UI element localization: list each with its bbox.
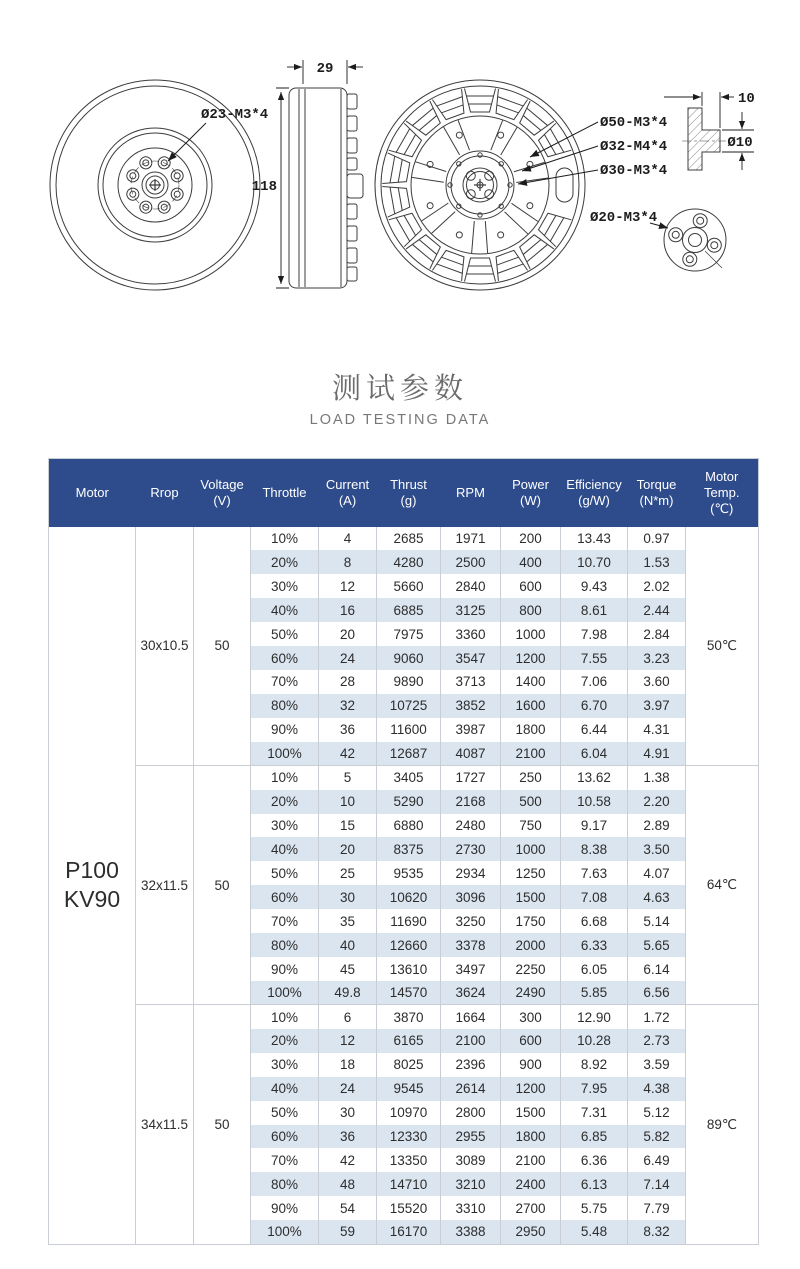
table-cell: 32 <box>319 694 377 718</box>
table-cell: 2.84 <box>628 622 686 646</box>
table-cell: 20 <box>319 837 377 861</box>
table-cell: 3.50 <box>628 837 686 861</box>
table-cell: 3.23 <box>628 646 686 670</box>
table-cell: 13610 <box>377 957 441 981</box>
flange-label: Ø20-M3*4 <box>590 210 658 226</box>
table-cell: 20% <box>251 550 319 574</box>
table-cell: 5.48 <box>561 1220 628 1244</box>
table-cell: 6.49 <box>628 1148 686 1172</box>
table-cell: 10970 <box>377 1101 441 1125</box>
front-bolt-callout <box>168 107 268 161</box>
title-block <box>0 366 800 428</box>
table-cell: 70% <box>251 1148 319 1172</box>
table-cell: 200 <box>501 527 561 551</box>
table-cell: 1750 <box>501 909 561 933</box>
table-cell: 2500 <box>441 550 501 574</box>
table-cell: 7.55 <box>561 646 628 670</box>
table-cell: 40% <box>251 598 319 622</box>
table-cell: 11600 <box>377 718 441 742</box>
table-cell: 15 <box>319 814 377 838</box>
table-cell: 25 <box>319 861 377 885</box>
table-cell: 0.97 <box>628 527 686 551</box>
table-cell: 3360 <box>441 622 501 646</box>
table-cell: 500 <box>501 790 561 814</box>
mount-flange-drawing <box>664 209 726 271</box>
table-cell: 60% <box>251 885 319 909</box>
table-cell: 30 <box>319 1101 377 1125</box>
table-cell: 1.53 <box>628 550 686 574</box>
table-cell: 11690 <box>377 909 441 933</box>
table-cell: 7975 <box>377 622 441 646</box>
adapter-width-dimension <box>664 91 755 128</box>
table-cell: 24 <box>319 1077 377 1101</box>
table-cell: 10% <box>251 527 319 551</box>
table-cell: 13.62 <box>561 766 628 790</box>
table-cell: 2950 <box>501 1220 561 1244</box>
table-cell: 13.43 <box>561 527 628 551</box>
column-header: Throttle <box>251 459 319 527</box>
table-cell: 2.44 <box>628 598 686 622</box>
page-title-en: LOAD TESTING DATA <box>309 412 491 428</box>
data-row <box>49 527 759 551</box>
table-cell: 1200 <box>501 1077 561 1101</box>
table-cell: 50% <box>251 622 319 646</box>
table-cell: 9.43 <box>561 574 628 598</box>
column-header: Motor <box>49 459 136 527</box>
table-cell: 9545 <box>377 1077 441 1101</box>
table-cell: 600 <box>501 574 561 598</box>
table-cell: 10620 <box>377 885 441 909</box>
table-cell: 6.14 <box>628 957 686 981</box>
table-cell: 6.85 <box>561 1125 628 1149</box>
table-cell: 6.05 <box>561 957 628 981</box>
table-cell: 2.89 <box>628 814 686 838</box>
table-cell: 6.36 <box>561 1148 628 1172</box>
table-cell: 3547 <box>441 646 501 670</box>
table-cell: 750 <box>501 814 561 838</box>
table-cell: 2480 <box>441 814 501 838</box>
table-cell: 2955 <box>441 1125 501 1149</box>
table-cell: 3378 <box>441 933 501 957</box>
table-cell: 2396 <box>441 1053 501 1077</box>
table-cell: 3310 <box>441 1196 501 1220</box>
table-cell: 70% <box>251 909 319 933</box>
table-cell: 10.28 <box>561 1029 628 1053</box>
table-cell: 9.17 <box>561 814 628 838</box>
side-height-dim-label: 118 <box>251 179 277 195</box>
bolt-circle-30-label: Ø30-M3*4 <box>600 163 668 179</box>
load-testing-table <box>48 458 759 1245</box>
table-cell: 1200 <box>501 646 561 670</box>
table-cell: 70% <box>251 670 319 694</box>
table-cell: 40% <box>251 1077 319 1101</box>
table-cell: 3852 <box>441 694 501 718</box>
table-cell: 42 <box>319 1148 377 1172</box>
table-cell: 3870 <box>377 1005 441 1029</box>
table-cell: 7.31 <box>561 1101 628 1125</box>
table-cell: 3089 <box>441 1148 501 1172</box>
table-cell: 4.31 <box>628 718 686 742</box>
back-view-drawing <box>375 80 585 290</box>
table-cell: 6.04 <box>561 742 628 766</box>
temp-cell: 50℃ <box>686 527 759 766</box>
table-cell: 3497 <box>441 957 501 981</box>
table-cell: 400 <box>501 550 561 574</box>
table-cell: 90% <box>251 957 319 981</box>
table-cell: 1400 <box>501 670 561 694</box>
table-cell: 2.20 <box>628 790 686 814</box>
table-cell: 7.08 <box>561 885 628 909</box>
table-cell: 49.8 <box>319 981 377 1005</box>
page-title-zh: 测试参数 <box>331 373 468 405</box>
side-width-dimension <box>287 60 363 84</box>
adapter-shaft-dim-label: Ø10 <box>727 135 753 151</box>
table-cell: 2840 <box>441 574 501 598</box>
table-cell: 2730 <box>441 837 501 861</box>
voltage-cell: 50 <box>194 766 251 1005</box>
table-cell: 6.56 <box>628 981 686 1005</box>
table-cell: 250 <box>501 766 561 790</box>
table-cell: 80% <box>251 933 319 957</box>
table-cell: 5.65 <box>628 933 686 957</box>
table-cell: 10% <box>251 1005 319 1029</box>
table-cell: 30% <box>251 574 319 598</box>
technical-drawings <box>0 0 800 345</box>
table-cell: 30 <box>319 885 377 909</box>
table-cell: 2685 <box>377 527 441 551</box>
table-cell: 7.98 <box>561 622 628 646</box>
table-cell: 8 <box>319 550 377 574</box>
table-cell: 8025 <box>377 1053 441 1077</box>
table-cell: 9890 <box>377 670 441 694</box>
table-cell: 5.75 <box>561 1196 628 1220</box>
table-cell: 5290 <box>377 790 441 814</box>
table-cell: 7.63 <box>561 861 628 885</box>
prop-cell: 34x11.5 <box>136 1005 194 1244</box>
table-cell: 3624 <box>441 981 501 1005</box>
table-cell: 1800 <box>501 1125 561 1149</box>
table-cell: 300 <box>501 1005 561 1029</box>
table-cell: 90% <box>251 1196 319 1220</box>
table-cell: 54 <box>319 1196 377 1220</box>
table-cell: 80% <box>251 1172 319 1196</box>
table-cell: 2490 <box>501 981 561 1005</box>
table-cell: 1500 <box>501 885 561 909</box>
side-view-drawing <box>289 88 363 288</box>
table-cell: 600 <box>501 1029 561 1053</box>
table-cell: 42 <box>319 742 377 766</box>
table-cell: 16 <box>319 598 377 622</box>
table-cell: 15520 <box>377 1196 441 1220</box>
table-cell: 2100 <box>501 1148 561 1172</box>
table-cell: 12660 <box>377 933 441 957</box>
bolt-circle-50-label: Ø50-M3*4 <box>600 115 668 131</box>
table-cell: 1500 <box>501 1101 561 1125</box>
voltage-cell: 50 <box>194 1005 251 1244</box>
table-cell: 100% <box>251 1220 319 1244</box>
table-cell: 7.95 <box>561 1077 628 1101</box>
table-cell: 13350 <box>377 1148 441 1172</box>
table-cell: 12.90 <box>561 1005 628 1029</box>
table-cell: 9535 <box>377 861 441 885</box>
table-cell: 8.61 <box>561 598 628 622</box>
table-cell: 2.02 <box>628 574 686 598</box>
shaft-adapter-drawing <box>682 108 726 170</box>
front-bolt-label: Ø23-M3*4 <box>201 107 269 123</box>
table-cell: 3987 <box>441 718 501 742</box>
table-cell: 2700 <box>501 1196 561 1220</box>
adapter-shaft-dimension <box>722 112 754 170</box>
table-cell: 1.38 <box>628 766 686 790</box>
column-header: Torque (N*m) <box>628 459 686 527</box>
table-cell: 4.07 <box>628 861 686 885</box>
table-cell: 7.14 <box>628 1172 686 1196</box>
table-cell: 4.63 <box>628 885 686 909</box>
table-cell: 45 <box>319 957 377 981</box>
table-cell: 3250 <box>441 909 501 933</box>
column-header: Current (A) <box>319 459 377 527</box>
table-cell: 28 <box>319 670 377 694</box>
table-cell: 12 <box>319 574 377 598</box>
table-cell: 100% <box>251 742 319 766</box>
table-cell: 8.92 <box>561 1053 628 1077</box>
table-cell: 5.85 <box>561 981 628 1005</box>
table-cell: 4.38 <box>628 1077 686 1101</box>
table-cell: 14570 <box>377 981 441 1005</box>
table-cell: 3210 <box>441 1172 501 1196</box>
table-cell: 6 <box>319 1005 377 1029</box>
table-cell: 1800 <box>501 718 561 742</box>
table-cell: 3125 <box>441 598 501 622</box>
bolt-circle-32-label: Ø32-M4*4 <box>600 139 668 155</box>
column-header: Power (W) <box>501 459 561 527</box>
table-cell: 40% <box>251 837 319 861</box>
table-cell: 6880 <box>377 814 441 838</box>
table-cell: 80% <box>251 694 319 718</box>
table-cell: 2400 <box>501 1172 561 1196</box>
table-cell: 36 <box>319 718 377 742</box>
side-width-dim-label: 29 <box>316 61 334 77</box>
table-cell: 1971 <box>441 527 501 551</box>
column-header: Rrop <box>136 459 194 527</box>
table-cell: 20 <box>319 622 377 646</box>
table-cell: 3405 <box>377 766 441 790</box>
data-row <box>49 1005 759 1029</box>
table-cell: 12330 <box>377 1125 441 1149</box>
table-cell: 90% <box>251 718 319 742</box>
table-cell: 8.32 <box>628 1220 686 1244</box>
table-cell: 2934 <box>441 861 501 885</box>
table-cell: 7.06 <box>561 670 628 694</box>
table-cell: 900 <box>501 1053 561 1077</box>
table-cell: 1664 <box>441 1005 501 1029</box>
column-header: Voltage (V) <box>194 459 251 527</box>
table-cell: 6885 <box>377 598 441 622</box>
temp-cell: 89℃ <box>686 1005 759 1244</box>
prop-cell: 30x10.5 <box>136 527 194 766</box>
table-cell: 12 <box>319 1029 377 1053</box>
table-cell: 14710 <box>377 1172 441 1196</box>
table-cell: 7.79 <box>628 1196 686 1220</box>
table-cell: 10% <box>251 766 319 790</box>
table-cell: 2100 <box>441 1029 501 1053</box>
table-cell: 10 <box>319 790 377 814</box>
table-cell: 1600 <box>501 694 561 718</box>
table-cell: 16170 <box>377 1220 441 1244</box>
table-cell: 2250 <box>501 957 561 981</box>
table-cell: 3388 <box>441 1220 501 1244</box>
table-cell: 20% <box>251 1029 319 1053</box>
table-cell: 8375 <box>377 837 441 861</box>
column-header: Efficiency (g/W) <box>561 459 628 527</box>
table-cell: 4.91 <box>628 742 686 766</box>
data-row <box>49 766 759 790</box>
table-cell: 2100 <box>501 742 561 766</box>
table-cell: 30% <box>251 1053 319 1077</box>
table-cell: 1.72 <box>628 1005 686 1029</box>
table-cell: 48 <box>319 1172 377 1196</box>
motor-model-cell: P100 KV90 <box>49 527 136 1245</box>
prop-cell: 32x11.5 <box>136 766 194 1005</box>
temp-cell: 64℃ <box>686 766 759 1005</box>
table-cell: 60% <box>251 1125 319 1149</box>
table-cell: 36 <box>319 1125 377 1149</box>
table-cell: 20% <box>251 790 319 814</box>
table-cell: 12687 <box>377 742 441 766</box>
table-cell: 5 <box>319 766 377 790</box>
table-cell: 10725 <box>377 694 441 718</box>
table-cell: 2800 <box>441 1101 501 1125</box>
table-cell: 30% <box>251 814 319 838</box>
table-cell: 6.44 <box>561 718 628 742</box>
table-cell: 6165 <box>377 1029 441 1053</box>
table-cell: 40 <box>319 933 377 957</box>
table-cell: 50% <box>251 1101 319 1125</box>
table-cell: 8.38 <box>561 837 628 861</box>
table-cell: 2168 <box>441 790 501 814</box>
table-cell: 2000 <box>501 933 561 957</box>
table-cell: 1000 <box>501 837 561 861</box>
table-cell: 6.33 <box>561 933 628 957</box>
table-cell: 3713 <box>441 670 501 694</box>
table-cell: 1000 <box>501 622 561 646</box>
table-cell: 6.13 <box>561 1172 628 1196</box>
column-header: RPM <box>441 459 501 527</box>
table-cell: 4 <box>319 527 377 551</box>
table-cell: 10.58 <box>561 790 628 814</box>
table-cell: 10.70 <box>561 550 628 574</box>
table-cell: 2614 <box>441 1077 501 1101</box>
back-view-callouts <box>518 115 667 184</box>
table-cell: 100% <box>251 981 319 1005</box>
adapter-width-dim-label: 10 <box>738 91 755 107</box>
header-row <box>49 459 759 527</box>
table-cell: 2.73 <box>628 1029 686 1053</box>
table-cell: 3096 <box>441 885 501 909</box>
table-cell: 5.82 <box>628 1125 686 1149</box>
column-header: Motor Temp. (℃) <box>686 459 759 527</box>
table-cell: 60% <box>251 646 319 670</box>
table-cell: 3.60 <box>628 670 686 694</box>
table-cell: 3.59 <box>628 1053 686 1077</box>
table-cell: 3.97 <box>628 694 686 718</box>
table-cell: 24 <box>319 646 377 670</box>
table-cell: 5.12 <box>628 1101 686 1125</box>
table-cell: 50% <box>251 861 319 885</box>
table-cell: 4087 <box>441 742 501 766</box>
flange-callout <box>590 210 668 228</box>
table-cell: 1727 <box>441 766 501 790</box>
table-cell: 9060 <box>377 646 441 670</box>
load-testing-table-wrap <box>48 458 758 1245</box>
table-cell: 4280 <box>377 550 441 574</box>
table-cell: 6.68 <box>561 909 628 933</box>
table-cell: 6.70 <box>561 694 628 718</box>
table-cell: 1250 <box>501 861 561 885</box>
table-cell: 5.14 <box>628 909 686 933</box>
column-header: Thrust (g) <box>377 459 441 527</box>
table-cell: 59 <box>319 1220 377 1244</box>
table-cell: 18 <box>319 1053 377 1077</box>
table-cell: 5660 <box>377 574 441 598</box>
voltage-cell: 50 <box>194 527 251 766</box>
table-cell: 800 <box>501 598 561 622</box>
table-cell: 35 <box>319 909 377 933</box>
